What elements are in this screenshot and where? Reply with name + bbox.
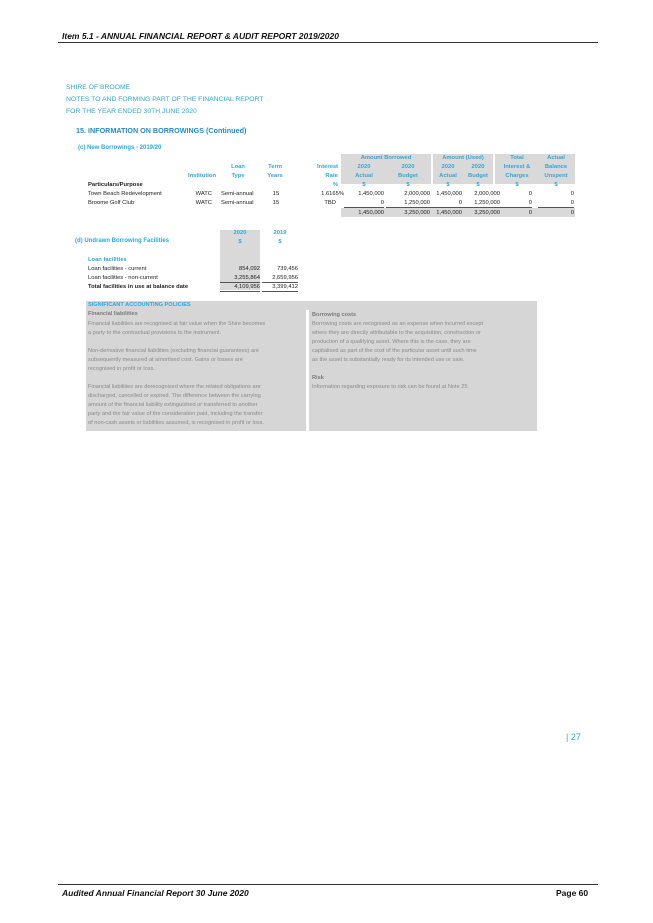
row1-institution: WATC (195, 191, 212, 197)
row2-unspent: 0 (538, 199, 574, 208)
row2-charges: 0 (498, 199, 532, 208)
total-au-actual: 1,450,000 (436, 210, 462, 216)
undrawn-unit-2019: $ (278, 239, 282, 245)
text-line: Financial liabilities are derecognised where the related obligations are (88, 384, 261, 390)
col-particulars: Particulars/Purpose (88, 182, 143, 188)
unit-4: $ (476, 182, 480, 188)
col-ab-budget-1: 2020 (401, 164, 415, 170)
undrawn-total-label: Total facilities in use at balance date (88, 284, 189, 290)
col-actual-1: Balance (544, 164, 568, 170)
risk-text (312, 383, 534, 392)
group-header-amount-borrowed: Amount Borrowed (360, 155, 412, 161)
col-au-budget-2: Budget (468, 173, 488, 179)
unit-1: $ (362, 182, 366, 188)
undrawn-title: (d) Undrawn Borrowing Facilities (75, 238, 170, 244)
group-header-total: Total (510, 155, 524, 161)
row1-ab-budget: 2,000,000 (404, 191, 430, 197)
total-charges: 0 (528, 210, 532, 216)
report-title: NOTES TO AND FORMING PART OF THE FINANCIAL REPORT (66, 96, 264, 103)
row1-unspent: 0 (570, 191, 574, 197)
loan-facilities-heading: Loan facilities (88, 257, 127, 263)
row2-term: 15 (272, 200, 280, 206)
new-borrowings-title: (c) New Borrowings - 2019/20 (78, 145, 162, 151)
col-interest-1: Interest (317, 164, 338, 170)
text-line: Borrowing costs are recognised as an expense when incurred except (312, 321, 484, 327)
header-rule (58, 42, 598, 43)
row1-au-actual: 1,450,000 (436, 191, 462, 197)
row1-purpose: Town Beach Redevelopment (88, 191, 162, 197)
row2-type: Semi-annual (221, 200, 254, 206)
unit-3: $ (446, 182, 450, 188)
undrawn-year-2019: 2019 (273, 230, 287, 236)
col-ab-2020-2: Actual (355, 173, 373, 179)
policies-title: SIGNIFICANT ACCOUNTING POLICIES (88, 302, 191, 308)
text-line: subsequently measured at amortised cost. Gains or losses are (88, 357, 243, 363)
total-unspent: 0 (570, 210, 574, 216)
footer-rule (58, 884, 598, 885)
row1-ab-actual: 1,450,000 (358, 191, 384, 197)
total-ab-actual: 1,450,000 (358, 210, 384, 216)
total-ab-budget: 3,250,000 (404, 210, 430, 216)
row2-institution: WATC (195, 200, 212, 206)
unit-2: $ (406, 182, 410, 188)
col-loan-1: Loan (231, 164, 245, 170)
financial-liabilities-p1 (88, 320, 303, 338)
text-line: where they are directly attributable to the acquisition, construction or (312, 330, 481, 336)
undrawn-row1-2019: 739,456 (277, 266, 298, 272)
unit-5: $ (515, 182, 519, 188)
group-header-amount-used: Amount (Used) (442, 155, 484, 161)
col-institution: Institution (187, 173, 216, 179)
col-total-1: Interest & (503, 164, 531, 170)
policies-divider (306, 310, 309, 431)
text-line: Financial liabilities are recognised at fair value when the Shire becomes (88, 321, 266, 327)
col-au-2020-1: 2020 (441, 164, 455, 170)
undrawn-total-2019: 3,399,412 (262, 283, 298, 292)
risk-heading: Risk (312, 375, 324, 381)
unit-rate: % (332, 182, 338, 188)
financial-liabilities-p3 (88, 383, 303, 428)
text-line: of non-cash assets or liabilities assumed, is recognised in profit or loss. (88, 420, 264, 426)
col-term-2: Years (267, 173, 283, 179)
undrawn-row1-2020: 854,092 (239, 266, 260, 272)
text-line: discharged, cancelled or expired. The difference between the carrying (88, 393, 261, 399)
col-total-2: Charges (505, 173, 529, 179)
text-line: party and the fair value of the consideration paid, including the transfer (88, 411, 263, 417)
section-title: 15. INFORMATION ON BORROWINGS (Continued) (76, 126, 247, 135)
footer-title: Audited Annual Financial Report 30 June 2020 (62, 888, 249, 898)
row2-au-budget: 1,250,000 (456, 199, 500, 208)
row1-rate: 1.6165% (321, 191, 344, 197)
col-ab-budget-2: Budget (398, 173, 418, 179)
row2-au-actual: 0 (426, 199, 462, 208)
document-header: Item 5.1 - ANNUAL FINANCIAL REPORT & AUDIT REPORT 2019/2020 (62, 31, 339, 41)
row2-ab-actual: 0 (344, 199, 384, 208)
text-line: recognised in profit or loss. (88, 366, 155, 372)
text-line: production of a qualifying asset. Where this is the case, they are (312, 339, 471, 345)
row2-ab-budget: 1,250,000 (386, 199, 430, 208)
footer-page: Page 60 (556, 888, 589, 898)
financial-liabilities-p2 (88, 347, 303, 374)
row1-term: 15 (272, 191, 280, 197)
borrowing-costs-heading: Borrowing costs (312, 312, 357, 318)
row1-charges: 0 (528, 191, 532, 197)
undrawn-row1-label: Loan facilities - current (88, 266, 147, 272)
col-au-2020-2: Actual (439, 173, 457, 179)
group-header-actual: Actual (547, 155, 565, 161)
col-au-budget-1: 2020 (471, 164, 485, 170)
row2-rate: TBD (324, 200, 336, 206)
text-line: capitalised as part of the cost of the particular asset until such time (312, 348, 477, 354)
page-number: | 27 (566, 732, 581, 742)
col-interest-2: Rate (325, 173, 338, 179)
undrawn-year-2020: 2020 (233, 230, 247, 236)
row1-au-budget: 2,000,000 (474, 191, 500, 197)
financial-liabilities-heading: Financial liabilities (88, 311, 138, 317)
text-line: amount of the financial liability extinguished or transferred to another (88, 402, 258, 408)
row1-type: Semi-annual (221, 191, 254, 197)
col-actual-2: Unspent (544, 173, 568, 179)
undrawn-row2-label: Loan facilities - non-current (88, 275, 158, 281)
col-term-1: Term (268, 164, 282, 170)
undrawn-total-2020: 4,109,956 (220, 283, 260, 292)
undrawn-unit-2020: $ (238, 239, 242, 245)
borrowing-costs-text (312, 320, 534, 365)
undrawn-row2-2020: 3,255,864 (220, 274, 260, 283)
text-line: Non-derivative financial liabilities (excluding financial guarantees) are (88, 348, 260, 354)
unit-6: $ (554, 182, 558, 188)
text-line: as the asset is substantially ready for its intended use or sale. (312, 357, 465, 363)
report-period: FOR THE YEAR ENDED 30TH JUNE 2020 (66, 108, 197, 115)
col-loan-2: Type (231, 173, 245, 179)
text-line: Information regarding exposure to risk can be found at Note 25. (312, 384, 470, 390)
total-au-budget: 3,250,000 (474, 210, 500, 216)
row2-purpose: Broome Golf Club (88, 200, 135, 206)
undrawn-row2-2019: 2,659,956 (262, 274, 298, 283)
text-line: a party to the contractual provisions to the instrument. (88, 330, 222, 336)
org-name: SHIRE OF BROOME (66, 84, 131, 91)
col-ab-2020-1: 2020 (357, 164, 371, 170)
